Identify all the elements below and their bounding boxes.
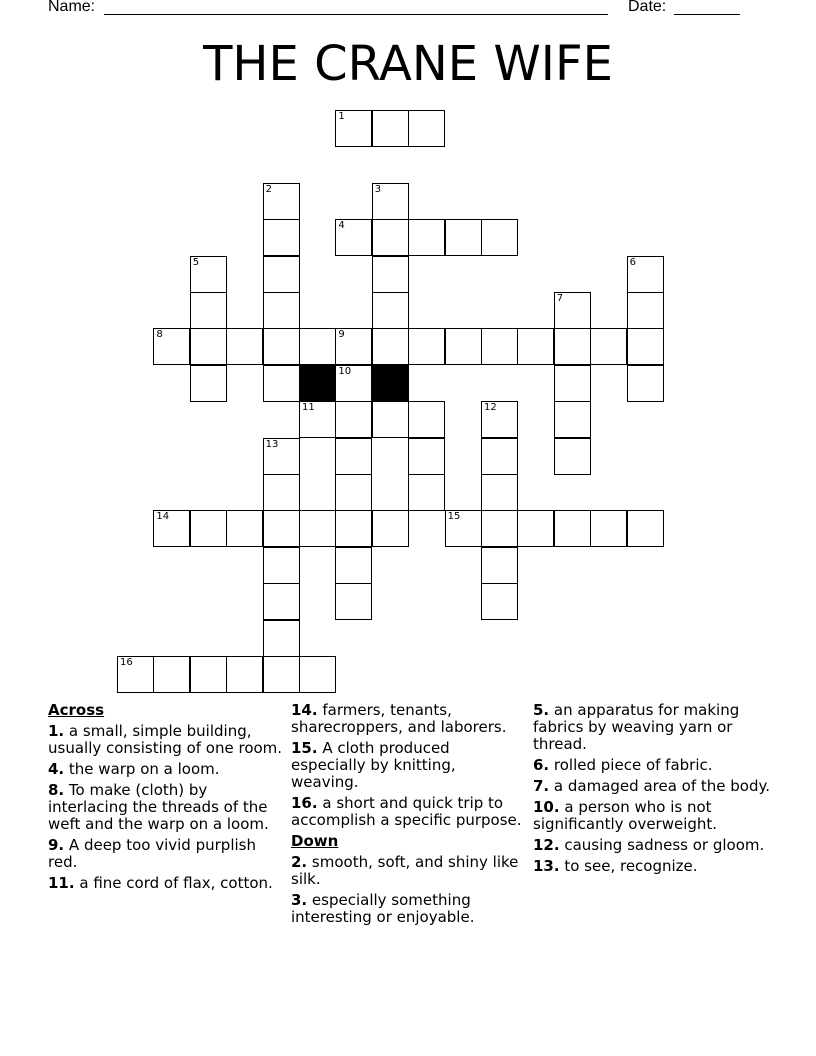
grid-cell[interactable]: [627, 510, 664, 547]
clue-down-12: 12. causing sadness or gloom.: [533, 836, 765, 854]
grid-cell[interactable]: [263, 365, 300, 402]
down-heading: Down: [291, 832, 339, 850]
grid-cell[interactable]: [445, 219, 482, 256]
grid-cell[interactable]: [335, 547, 372, 584]
grid-cell[interactable]: [481, 510, 518, 547]
grid-cell[interactable]: [554, 438, 591, 475]
clue-number: 11: [302, 402, 315, 414]
grid-cell[interactable]: [335, 110, 372, 147]
clue-number: 9: [338, 329, 345, 341]
clue-across-8: 8. To make (cloth) by interlacing the threads of the weft and the warp on a loom.: [48, 781, 269, 833]
grid-cell[interactable]: [190, 256, 227, 293]
grid-cell[interactable]: [517, 328, 554, 365]
grid-cell[interactable]: [263, 256, 300, 293]
grid-cell[interactable]: [372, 328, 409, 365]
grid-cell[interactable]: [372, 401, 409, 438]
grid-cell[interactable]: [335, 583, 372, 620]
grid-cell[interactable]: [408, 328, 445, 365]
grid-cell[interactable]: [408, 110, 445, 147]
clue-number: 14: [156, 511, 170, 523]
clue-number: 7: [556, 293, 564, 304]
grid-cell[interactable]: [554, 292, 591, 329]
clue-number: 5: [192, 256, 200, 268]
clue-number: 16: [120, 657, 133, 668]
clue-down-13: 13. to see, recognize.: [533, 857, 698, 875]
grid-cell[interactable]: [263, 583, 300, 620]
grid-cell[interactable]: [263, 328, 300, 365]
clue-number: 6: [629, 256, 636, 268]
grid-cell[interactable]: [372, 292, 409, 329]
grid-cell[interactable]: [263, 510, 300, 547]
clue-down-3: 3. especially something interesting or enjoyable.: [291, 891, 475, 926]
grid-cell[interactable]: [372, 110, 409, 147]
clue-down-2: 2. smooth, soft, and shiny like silk.: [291, 853, 519, 888]
clue-down-6: 6. rolled piece of fabric.: [533, 756, 713, 774]
clue-number: 3: [374, 183, 382, 195]
clue-number: 15: [447, 511, 461, 523]
clue-number: 1: [338, 111, 345, 122]
grid-cell[interactable]: [554, 365, 591, 402]
clue-across-9: 9. A deep too vivid purplish red.: [48, 836, 256, 871]
grid-cell[interactable]: [335, 328, 372, 365]
grid-cell[interactable]: [335, 510, 372, 547]
grid-cell[interactable]: [408, 438, 445, 475]
grid-cell[interactable]: [153, 510, 190, 547]
clue-across-16: 16. a short and quick trip to accomplish a specific purpose.: [291, 794, 522, 829]
clue-down-10: 10. a person who is not significantly overweight.: [533, 798, 718, 833]
clues-column-2: [291, 702, 527, 930]
clue-number: 8: [156, 329, 163, 341]
across-heading: Across: [48, 701, 105, 719]
grid-cell[interactable]: [263, 547, 300, 584]
grid-cell[interactable]: [481, 438, 518, 475]
grid-cell[interactable]: [408, 401, 445, 438]
grid-cell[interactable]: [226, 656, 263, 693]
clue-across-1: 1. a small, simple building, usually consisting of one room.: [48, 722, 283, 757]
grid-cell[interactable]: [627, 365, 664, 402]
grid-cell[interactable]: [263, 183, 300, 220]
grid-cell[interactable]: [517, 510, 554, 547]
clue-number: 12: [484, 402, 497, 414]
grid-cell[interactable]: [481, 547, 518, 584]
grid-cell[interactable]: [372, 256, 409, 293]
clue-number: 10: [338, 365, 352, 377]
grid-cell[interactable]: [481, 401, 518, 438]
grid-cell[interactable]: [153, 328, 190, 365]
grid-cell[interactable]: [335, 438, 372, 475]
grid-cell[interactable]: [299, 656, 336, 693]
grid-cell[interactable]: [481, 219, 518, 256]
grid-cell[interactable]: [190, 365, 227, 402]
clue-number: 4: [338, 220, 345, 232]
grid-cell[interactable]: [590, 328, 627, 365]
grid-cell[interactable]: [263, 219, 300, 256]
grid-cell[interactable]: [372, 510, 409, 547]
grid-cell[interactable]: [299, 328, 336, 365]
grid-cell[interactable]: [335, 401, 372, 438]
grid-cell[interactable]: [481, 583, 518, 620]
clue-across-14: 14. farmers, tenants, sharecroppers, and laborers.: [291, 701, 507, 736]
clue-across-4: 4. the warp on a loom.: [48, 760, 220, 778]
grid-block: [299, 365, 336, 402]
clue-number: 13: [265, 438, 279, 450]
date-label: Date:: [628, 0, 667, 15]
grid-cell[interactable]: [554, 401, 591, 438]
grid-cell[interactable]: [627, 292, 664, 329]
grid-cell[interactable]: [226, 328, 263, 365]
clue-across-15: 15. A cloth produced especially by knitting, weaving.: [291, 739, 456, 791]
grid-cell[interactable]: [190, 292, 227, 329]
grid-cell[interactable]: [335, 474, 372, 511]
grid-cell[interactable]: [299, 401, 336, 438]
clue-across-11: 11. a fine cord of flax, cotton.: [48, 874, 273, 892]
grid-cell[interactable]: [226, 510, 263, 547]
clues-column-1: [48, 702, 284, 896]
clue-number: 2: [265, 183, 272, 195]
grid-cell[interactable]: [445, 510, 482, 547]
grid-cell[interactable]: [408, 219, 445, 256]
grid-cell[interactable]: [263, 438, 300, 475]
grid-cell[interactable]: [554, 328, 591, 365]
grid-block: [372, 365, 409, 402]
grid-cell[interactable]: [190, 328, 227, 365]
grid-cell[interactable]: [372, 183, 409, 220]
grid-cell[interactable]: [263, 292, 300, 329]
grid-cell[interactable]: [153, 656, 190, 693]
grid-cell[interactable]: [190, 656, 227, 693]
clue-down-7: 7. a damaged area of the body.: [533, 777, 770, 795]
grid-cell[interactable]: [299, 510, 336, 547]
clues-column-3: [533, 702, 773, 879]
grid-cell[interactable]: [263, 474, 300, 511]
clue-down-5: 5. an apparatus for making fabrics by weaving yarn or thread.: [533, 701, 740, 753]
grid-cell[interactable]: [117, 656, 154, 693]
grid-cell[interactable]: [627, 328, 664, 365]
grid-cell[interactable]: [263, 656, 300, 693]
page-title: THE CRANE WIFE: [203, 36, 613, 92]
grid-cell[interactable]: [481, 474, 518, 511]
name-label: Name:: [48, 0, 96, 15]
grid-cell[interactable]: [408, 474, 445, 511]
grid-cell[interactable]: [335, 219, 372, 256]
grid-cell[interactable]: [263, 620, 300, 657]
grid-cell[interactable]: [590, 510, 627, 547]
grid-cell[interactable]: [190, 510, 227, 547]
grid-cell[interactable]: [627, 256, 664, 293]
grid-cell[interactable]: [445, 328, 482, 365]
grid-cell[interactable]: [481, 328, 518, 365]
grid-cell[interactable]: [335, 365, 372, 402]
grid-cell[interactable]: [554, 510, 591, 547]
grid-cell[interactable]: [372, 219, 409, 256]
